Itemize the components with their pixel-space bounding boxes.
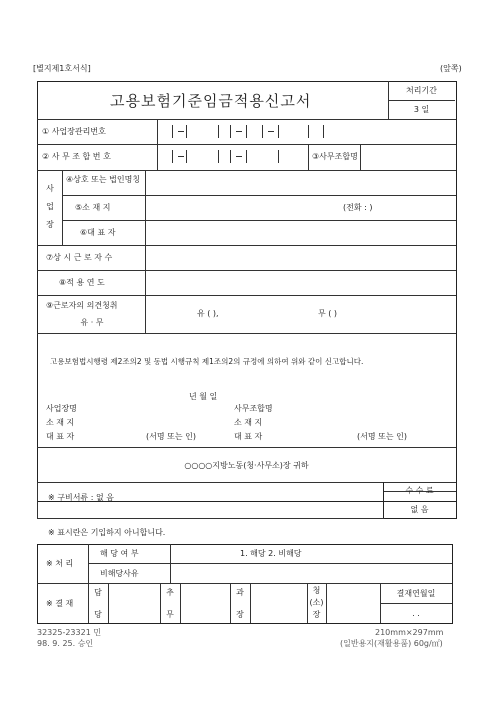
fee-value: 없 음: [410, 505, 429, 514]
regular-workers-field[interactable]: [146, 246, 455, 269]
opinion-yes-field[interactable]: 유 ( ),: [197, 309, 219, 318]
sig-left-business-label: 사업장명: [46, 404, 77, 413]
sig-right-assoc-label: 사무조합명: [234, 404, 273, 413]
processing-box-label: ※ 처 리: [46, 559, 74, 568]
sig-right-rep-label: 대 표 자: [234, 432, 263, 441]
approval-label: ※ 결 재: [46, 599, 74, 608]
business-mgmt-no-field[interactable]: [158, 119, 338, 144]
workplace-group-label: 사 업 장: [46, 184, 54, 229]
approval-col4-mid: (소): [309, 598, 324, 607]
processing-label: 처리기간: [406, 86, 437, 95]
regular-workers-label: ⑦상 시 근 로 자 수: [46, 253, 113, 262]
approval-col1-bottom: 당: [94, 610, 102, 619]
approval-date-field[interactable]: . .: [412, 609, 420, 618]
addressee: ○○○○지방노동(청·사무소)장 귀하: [184, 461, 309, 470]
office-assoc-no-label: ② 사 무 조 합 번 호: [42, 152, 111, 161]
business-name-label: ④상호 또는 법인명칭: [66, 175, 141, 184]
sig-right-sign[interactable]: (서명 또는 인): [357, 432, 407, 441]
approval-col2-sign[interactable]: [181, 584, 229, 622]
approval-col2-bottom: 무: [166, 610, 174, 619]
office-assoc-name-field[interactable]: [361, 145, 455, 169]
attachments-text: ※ 구비서류 : 없 음: [48, 493, 114, 502]
fee-label: 수 수 료: [405, 486, 434, 495]
date-line[interactable]: 년 월 일: [189, 392, 218, 401]
note-text: ※ 표시란은 기입하지 아니합니다.: [48, 528, 166, 537]
processing-days: 3 일: [413, 105, 430, 114]
business-name-field[interactable]: [146, 171, 455, 194]
footer-size: 210mm×297mm: [375, 628, 444, 637]
approval-col1-sign[interactable]: [109, 584, 159, 622]
office-assoc-no-field[interactable]: [158, 144, 308, 170]
sig-left-sign[interactable]: (서명 또는 인): [146, 432, 196, 441]
phone-field[interactable]: (전화 : ): [343, 203, 373, 212]
sig-right-location-label: 소 재 지: [234, 418, 263, 427]
approval-col4-top: 청: [312, 586, 321, 595]
side-label: (앞쪽): [440, 64, 462, 73]
approval-col4-sign[interactable]: [327, 584, 379, 622]
approval-col3-sign[interactable]: [251, 584, 306, 622]
approval-col3-bottom: 장: [236, 610, 244, 619]
reason-label: 비해당사유: [100, 569, 139, 578]
applied-year-field[interactable]: [146, 271, 455, 294]
approval-col4-bottom: 장: [312, 610, 321, 619]
office-assoc-name-label: ③사무조합명: [312, 152, 358, 161]
footer-code: 32325-23321 민: [37, 628, 102, 637]
approval-date-label: 결재연월일: [396, 589, 436, 598]
form-title: 고용보험기준임금적용신고서: [110, 92, 312, 110]
approval-col2-top: 추: [166, 588, 174, 597]
representative-label: ⑥대 표 자: [80, 228, 116, 237]
opinion-label: ⑨근로자의 의견청취: [46, 301, 118, 310]
business-mgmt-no-label: ① 사업장관리번호: [42, 127, 106, 136]
applied-year-label: ⑧적 용 연 도: [59, 278, 105, 287]
sig-left-location-label: 소 재 지: [46, 418, 75, 427]
form-number: [별지제1호서식]: [33, 64, 91, 73]
sig-left-rep-label: 대 표 자: [46, 432, 75, 441]
applicable-label: 해 당 여 부: [100, 549, 139, 558]
opinion-label-options: 유 · 무: [80, 318, 104, 327]
location-field[interactable]: [146, 196, 455, 219]
location-label: ⑤소 재 지: [75, 203, 111, 212]
approval-col3-top: 과: [236, 588, 244, 597]
footer-paper: (일반용지(재활용품) 60g/㎡): [340, 639, 443, 648]
approval-col1-top: 담: [94, 588, 102, 597]
reason-field[interactable]: [171, 564, 451, 582]
opinion-no-field[interactable]: 무 ( ): [318, 309, 338, 318]
representative-field[interactable]: [146, 221, 455, 244]
footer-approved: 98. 9. 25. 승인: [37, 639, 94, 648]
declaration-text: 고용보험법시행령 제2조의2 및 동법 시행규칙 제1조의2의 규정에 의하여 위와 같이 신고합니다.: [50, 357, 364, 366]
applicable-options[interactable]: 1. 해당 2. 비해당: [240, 549, 302, 558]
